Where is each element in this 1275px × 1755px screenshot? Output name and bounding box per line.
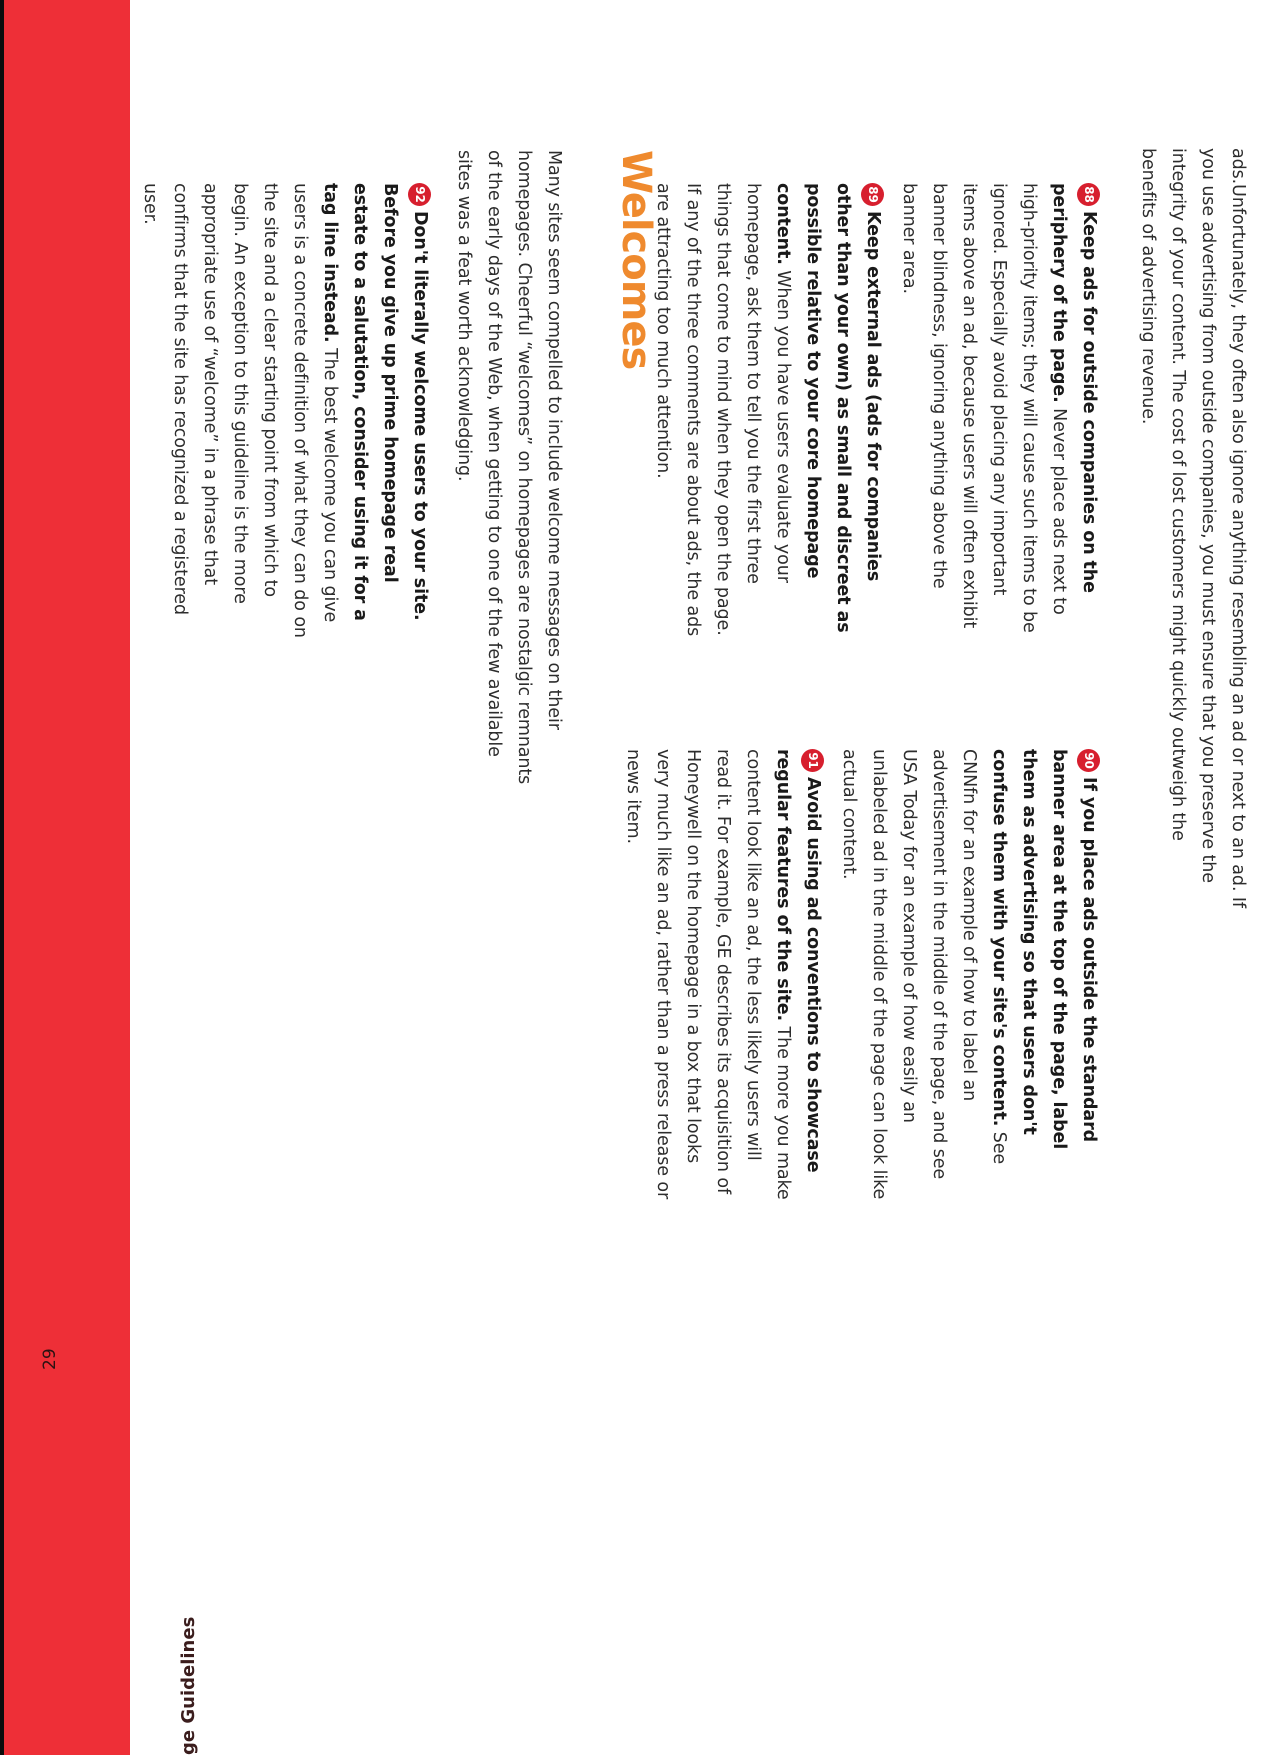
guideline-89 [648,183,888,638]
guideline-number-badge: 91 [801,749,824,772]
footer-band-label: ge Guidelines [178,1616,199,1755]
guideline-body: When you have users evaluate your homepage, ask them to tell you the first three things that come to mind when they open the page. If any of the three comments are about ads, the ads are attracting too much attention. [653,183,793,637]
guideline-heading: Don't literally welcome users to your site. Before you give up prime homepage real estate to a salutation, consider using it for a tag line instead. [320,183,430,621]
guideline-heading: Keep external ads (ads for companies other than your own) as small and discreet as possible relative to your core homepage content. [773,183,883,633]
footer-band [4,0,130,1755]
top-paragraph: ads.Unfortunately, they often also ignore anything resembling an ad or next to an ad. If you use advertising from outside companies, you must ensure that you preserve the integrity of your content. The cost of lost customers might quickly outweigh the benefits of advertising revenue. [1138,148,1249,908]
column-right-guidelines [618,749,1104,1204]
guideline-heading: If you place ads outside the standard banner area at the top of the page, label them as advertising so that users don't confuse them with your site's content. [989,749,1099,1150]
section-intro: Many sites seem compelled to include welcome messages on their homepages. Cheerful “welcomes” on homepages are nostalgic remnants of the early days of the Web, when getting to one of the few available sites was a feat worth acknowledging. [454,150,565,785]
guideline-body: Never place ads next to high-priority items; they will cause such items to be ignored. Especially avoid placing any important items above an ad, because users will often exhibit banner blindness, ignoring anything above the banner area. [899,183,1069,633]
page-number: 29 [40,1348,60,1370]
scan-edge [0,0,4,1755]
guideline-number-badge: 90 [1077,749,1100,772]
guideline-body: The best welcome you can give users is a concrete definition of what they can do on the site and a clear starting point from which to begin. An exception to this guideline is the more appropriate use of “welcome” in a phrase that confirms that the site has recognized a registered user. [140,183,340,638]
column-left-welcomes [135,183,435,638]
guideline-number-badge: 89 [861,183,884,206]
guideline-91 [618,749,828,1204]
section-title: Welcomes [613,150,659,370]
column-left-guidelines [648,183,1104,638]
guideline-body: The more you make content look like an ad, the less likely users will read it. For example, GE describes its acquisition of Honeywell on the homepage in a box that looks very much like an ad, rather than a press release or news item. [623,749,793,1200]
guideline-heading: Keep ads for outside companies on the periphery of the page. [1049,183,1099,593]
guideline-92 [135,183,435,638]
guideline-88 [894,183,1104,638]
guideline-90 [834,749,1104,1204]
guideline-body: See CNNfn for an example of how to label an advertisement in the middle of the page, and see USA Today for an example of how easily an unlabeled ad in the middle of the page can look like actual content. [839,749,1009,1200]
guideline-heading: Avoid using ad conventions to showcase regular features of the site. [773,749,823,1173]
guideline-number-badge: 92 [408,183,431,206]
guideline-number-badge: 88 [1077,183,1100,206]
